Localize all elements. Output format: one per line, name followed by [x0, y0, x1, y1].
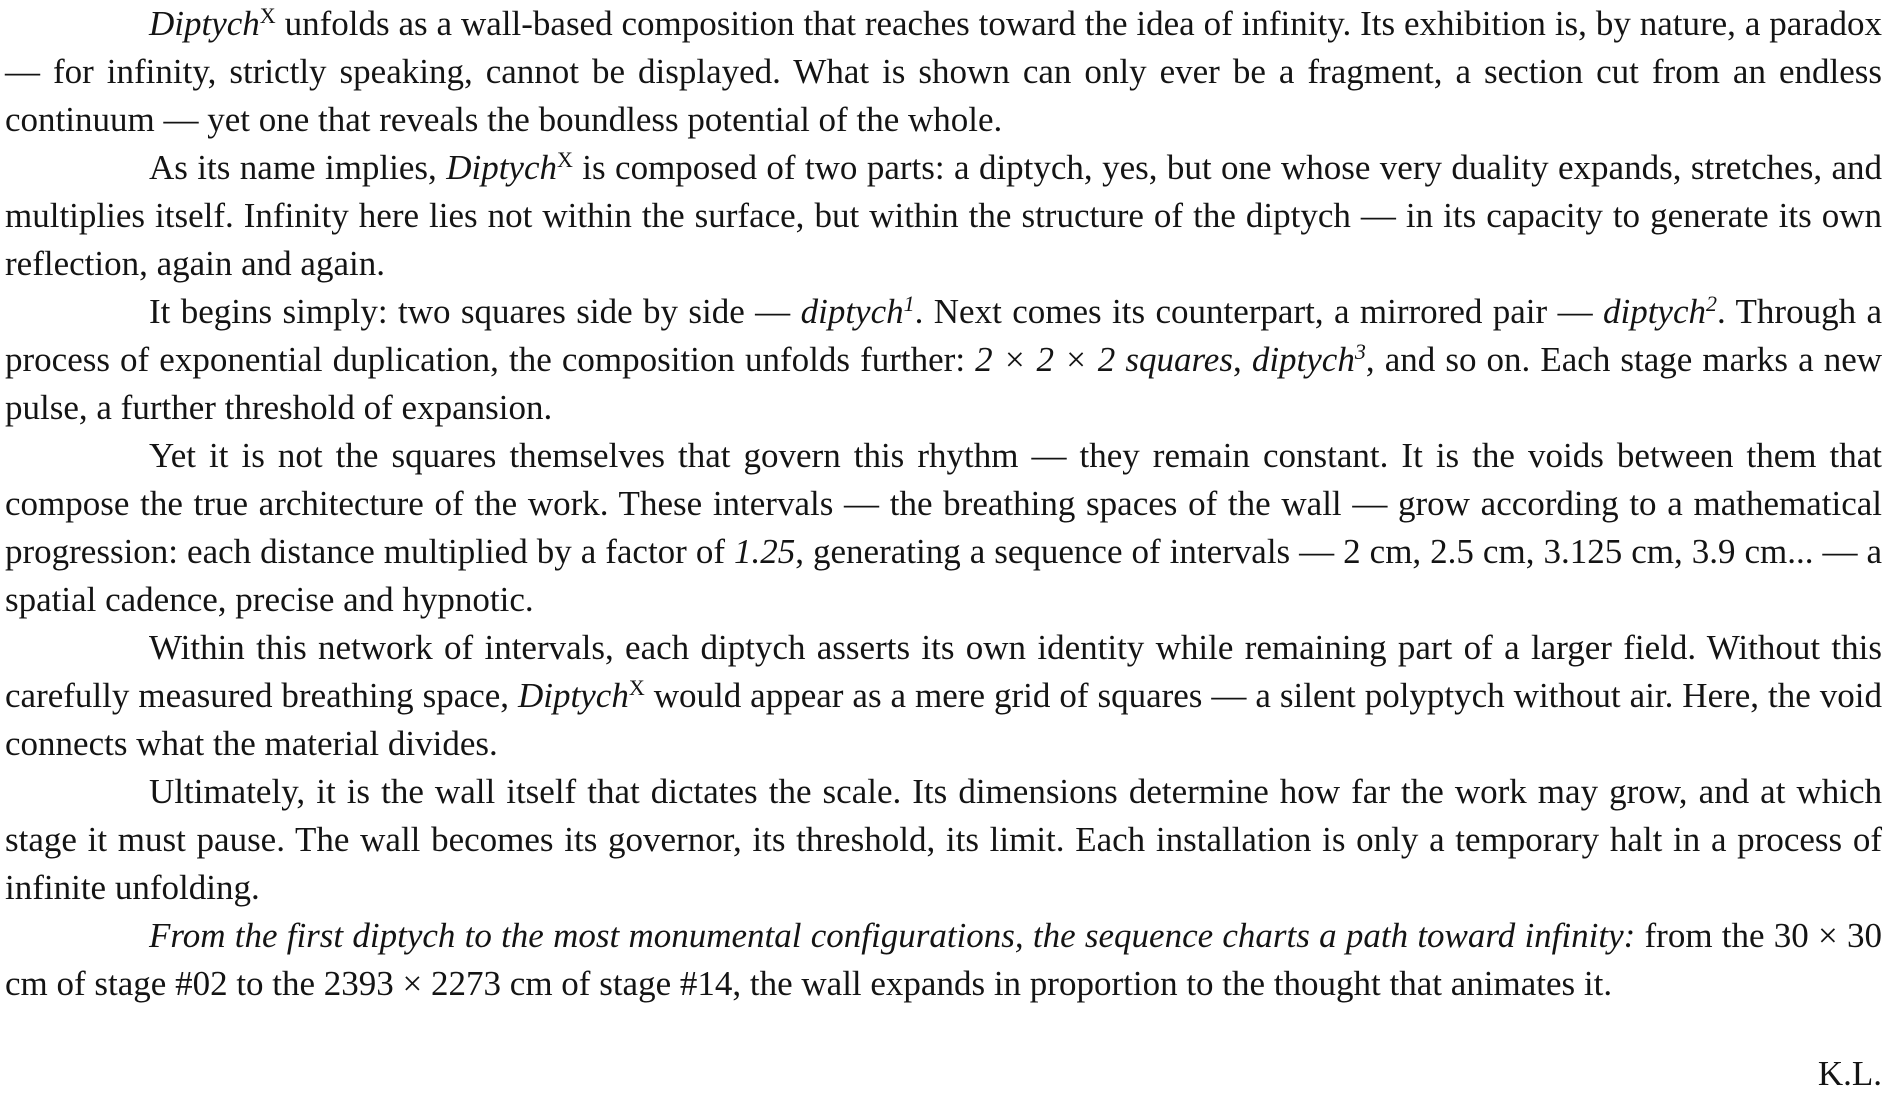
paragraph-3-text-d: ,	[1232, 340, 1252, 379]
paragraph-5	[5, 624, 1882, 768]
paragraph-3-text-a: It begins simply: two squares side by side —	[149, 292, 801, 331]
paragraph-1	[5, 0, 1882, 144]
term-diptych: diptych	[1602, 292, 1707, 331]
paragraph-7	[5, 912, 1882, 1008]
term-diptych: diptych	[1251, 340, 1355, 379]
paragraph-5-text-b: would appear as a mere grid of squares — a silent polyptych without air. Here, the void connects what the material divides.	[5, 676, 1882, 763]
paragraph-3-text-b: . Next comes its counterpart, a mirrored pair —	[914, 292, 1603, 331]
paragraph-7-text: from the 30 × 30 cm of stage #02 to the 2393 × 2273 cm of stage #14, the wall expands in proportion to the thought that animates it.	[5, 916, 1882, 1003]
exponent: 2	[1706, 291, 1718, 316]
essay-body	[5, 0, 1882, 1008]
paragraph-4-text-a: Yet it is not the squares themselves that govern this rhythm — they remain constant. It is the voids between them that compose the true architecture of the work. These intervals — the breathing spaces of the wall — grow according to a mathematical progression: each distance multiplied by a factor of	[5, 436, 1882, 571]
paragraph-2	[5, 144, 1882, 288]
title-diptych: Diptych	[446, 148, 557, 187]
exponent: 3	[1354, 339, 1366, 364]
paragraph-1-text: unfolds as a wall-based composition that reaches toward the idea of infinity. Its exhibition is, by nature, a paradox — for infinity, strictly speaking, cannot be displayed. What is shown can only ever be a fragment, a section cut from an endless continuum — yet one that reveals the boundless potential of the whole.	[5, 4, 1882, 139]
title-superscript: X	[557, 147, 573, 172]
term-diptych: diptych	[800, 292, 904, 331]
paragraph-5-text-a: Within this network of intervals, each diptych asserts its own identity while remaining part of a larger field. Without this carefully measured breathing space,	[5, 628, 1882, 715]
paragraph-3-text-c: . Through a process of exponential duplication, the composition unfolds further:	[5, 292, 1882, 379]
paragraph-2-text-a: As its name implies,	[149, 148, 447, 187]
term-factor: 1.25	[734, 532, 796, 571]
paragraph-3-text-e: , and so on. Each stage marks a new pulse, a further threshold of expansion.	[5, 340, 1883, 427]
paragraph-4	[5, 432, 1882, 624]
paragraph-3	[5, 288, 1882, 432]
title-superscript: X	[259, 3, 276, 28]
exponent: 1	[903, 291, 915, 316]
paragraph-4-text-b: , generating a sequence of intervals — 2 cm, 2.5 cm, 3.125 cm, 3.9 cm... — a spatial cadence, precise and hypnotic.	[5, 532, 1882, 619]
term-squares: 2 × 2 × 2 squares	[975, 340, 1233, 379]
paragraph-6-text: Ultimately, it is the wall itself that dictates the scale. Its dimensions determine how far the work may grow, and at which stage it must pause. The wall becomes its governor, its threshold, its limit. Each installation is only a temporary halt in a process of infinite unfolding.	[5, 772, 1882, 907]
paragraph-7-italic-lead: From the first diptych to the most monumental configurations, the sequence charts a path toward infinity:	[149, 916, 1636, 955]
signature: K.L.	[1817, 1054, 1882, 1093]
title-diptych: Diptych	[518, 676, 629, 715]
title-diptych: Diptych	[149, 4, 260, 43]
title-superscript: X	[628, 675, 645, 700]
paragraph-2-text-b: is composed of two parts: a diptych, yes, but one whose very duality expands, stretches, and multiplies itself. Infinity here lies not within the surface, but within the structure of the diptych — in its capacity to generate its own reflection, again and again.	[5, 148, 1883, 283]
paragraph-6	[5, 768, 1882, 912]
